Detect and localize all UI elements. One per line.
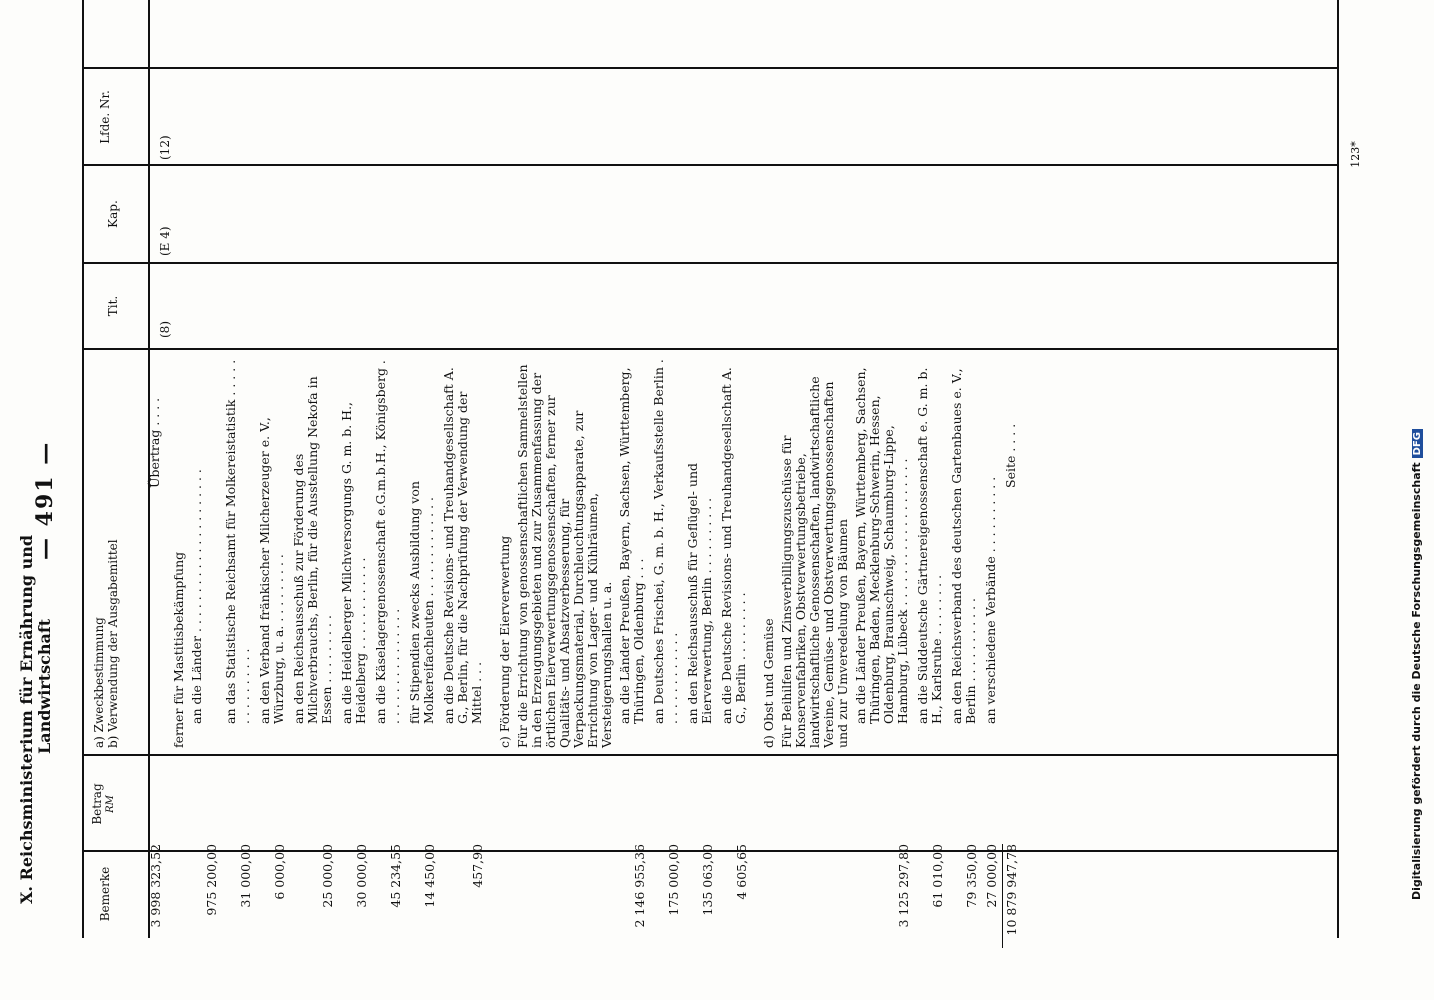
dfg-logo: DFG	[1412, 429, 1423, 458]
entry-amount: 27 000,00	[984, 844, 999, 908]
entry-amount: 25 000,00	[320, 844, 335, 908]
entry-amount: 6 000,00	[272, 844, 287, 900]
entry-amount: 457,90	[470, 844, 485, 888]
header-betrag-unit: RM	[105, 795, 116, 813]
section-d-heading: d) Obst und Gemüse	[761, 618, 776, 748]
total-label: Seite . . . .	[1003, 423, 1018, 488]
entry-text: an Deutsches Frischei, G. m. b. H., Verkaufsstelle Berlin . . . . . . . . . . . . .	[651, 359, 680, 724]
section-c-heading: c) Förderung der Eierverwertung	[497, 535, 512, 748]
entry-amount: 30 000,00	[354, 844, 369, 908]
entry-text: an die Länder Preußen, Bayern, Württemberg, Sachsen, Thüringen, Baden, Mecklenburg-Schwerin, Hessen, Oldenburg, Braunschweig, Schaumburg-Lippe, Hamburg, Lübeck . . . . . . . . . . . . . . . . . . .	[853, 367, 910, 724]
kap-value: (E 4)	[158, 226, 172, 256]
entry-text: an den Reichsverband des deutschen Gartenbaues e. V., Berlin . . . . . . . . . . .	[949, 368, 978, 724]
entry-amount: 45 234,55	[388, 844, 403, 908]
tit-value: (8)	[158, 321, 172, 338]
entry-amount: 3 125 297,80	[896, 844, 911, 928]
entry-amount: 135 063,00	[700, 844, 715, 916]
entry-amount: 4 605,65	[734, 844, 749, 900]
header-tit: Tit.	[106, 295, 120, 317]
entry-amount: 79 350,00	[964, 844, 979, 908]
title-line-1: X. Reichsministerium für Ernährung und	[17, 534, 36, 904]
entry-text: an die Heidelberger Milchversorgungs G. m. b. H., Heidelberg . . . . . . . . . . . .	[339, 401, 368, 724]
entry-text: an verschiedene Verbände . . . . . . . . . .	[983, 476, 998, 724]
entry-text: an den Reichsausschuß für Geflügel- und Eierverwertung, Berlin . . . . . . . . . .	[685, 462, 714, 724]
entry-amount: 14 450,00	[422, 844, 437, 908]
entry-text: an die Käselagergenossenschaft e.G.m.b.H., Königsberg . . . . . . . . . . . . . . . .	[373, 360, 402, 724]
entry-amount: 31 000,00	[238, 844, 253, 908]
section-c-intro: Für die Errichtung von genossenschaftlichen Sammelstellen in den Erzeugungsgebieten und zur Zusammenfassung der örtlichen Eierverwertungsgenossenschaften, ferner zur Qualitäts- und Absatzverbesserung, für Verpackungsmaterial, Durchleuchtungsapparate, zur Errichtung von Lager- und Kühlräumen, Versteigerungshallen u. a.	[515, 364, 614, 748]
header-kap: Kap.	[106, 200, 120, 228]
footer-page-number: 123*	[1348, 141, 1362, 168]
uebertrag-amount: 3 998 323,52	[148, 844, 163, 928]
entry-amount: 61 010,00	[930, 844, 945, 908]
entry-text: an die Deutsche Revisions- und Treuhandgesellschaft A. G., Berlin . . . . . . . . .	[719, 367, 748, 724]
entry-text: an die Länder . . . . . . . . . . . . . . . . . . . . .	[189, 469, 204, 724]
entry-amount: 2 146 955,36	[632, 844, 647, 928]
uebertrag-label: Übertrag . . . .	[147, 397, 162, 488]
entry-text: an die Deutsche Revisions- und Treuhandgesellschaft A. G., Berlin, für die Nachprüfung der Verwendung der Mittel . . .	[441, 367, 484, 724]
lfde-nr-value: (12)	[158, 135, 172, 160]
mastitis-intro: ferner für Mastitisbekämpfung	[171, 551, 186, 748]
entry-text: an die Süddeutsche Gärtnereigenossenschaft e. G. m. b. H., Karlsruhe . . . . . . . .	[915, 367, 944, 724]
digitization-note	[1410, 0, 1430, 900]
entry-text: für Stipendien zwecks Ausbildung von Molkereifachleuten . . . . . . . . . . . . .	[407, 481, 436, 724]
section-d-intro: Für Beihilfen und Zinsverbilligungszuschüsse für Konservenfabriken, Obstverwertungsbetriebe, landwirtschaftliche Genossenschaften, landwirtschaftliche Vereine, Gemüse- und Obstverwertungsgenossenschaften und zur Umveredelung von Bäumen	[779, 376, 850, 748]
entry-amount: 175 000,00	[666, 844, 681, 916]
header-lfde-nr: Lfde. Nr.	[98, 90, 112, 144]
total-rule	[1002, 844, 1003, 948]
entry-text: an den Reichsausschuß zur Förderung des Milchverbrauchs, Berlin, für die Ausstellung Nekofa in Essen . . . . . . . . .	[291, 376, 334, 724]
entry-text: an das Statistische Reichsamt für Molkereistatistik . . . . . . . . . . . . . . .	[223, 359, 252, 724]
header-zweck-b: b) Verwendung der Ausgabemittel	[106, 539, 120, 748]
entry-amount: 975 200,00	[204, 844, 219, 916]
total-amount: 10 879 947,78	[1004, 844, 1019, 936]
entry-text: an die Länder Preußen, Bayern, Sachsen, Württemberg, Thüringen, Oldenburg . . .	[617, 367, 646, 724]
header-betrag-label: Betrag	[90, 783, 104, 825]
entry-text: an den Verband fränkischer Milcherzeuger e. V., Würzburg, u. a. . . . . . . . . .	[257, 417, 286, 724]
header-zweck-a: a) Zweckbestimmung	[92, 617, 106, 748]
page-number: — 491 —	[32, 440, 58, 560]
header-bemerkungen: Bemerke	[98, 866, 112, 922]
title-line-2: Landwirtschaft	[35, 618, 54, 754]
digitization-text: Digitalisierung gefördert durch die Deutsche Forschungsgemeinschaft	[1410, 462, 1423, 900]
